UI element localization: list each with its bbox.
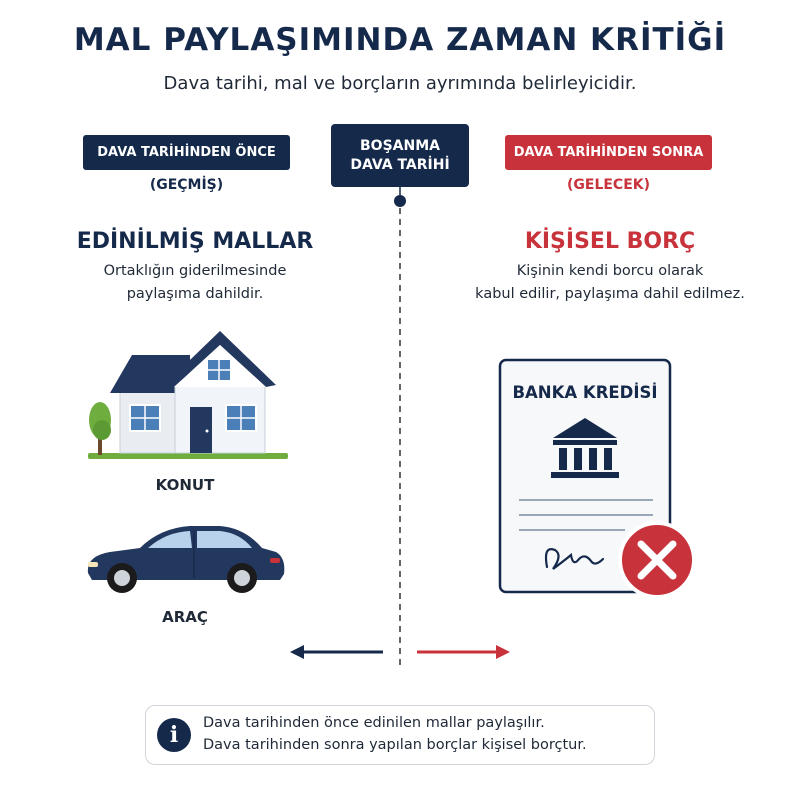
house-label: KONUT (155, 476, 215, 494)
center-label-line1: BOŞANMA (360, 137, 440, 154)
acquired-assets-desc-line2: paylaşıma dahildir. (126, 286, 264, 302)
page-title: MAL PAYLAŞIMINDA ZAMAN KRİTİĞİ (73, 22, 727, 58)
right-arrow-head (496, 645, 510, 659)
close-icon (620, 523, 694, 597)
personal-debt-heading: KİŞİSEL BORÇ (524, 229, 696, 254)
page-subtitle: Dava tarihi, mal ve borçların ayrımında belirleyicidir. (163, 73, 637, 94)
before-date-badge: DAVA TARİHİNDEN ÖNCE (83, 135, 290, 170)
acquired-assets-heading: EDİNİLMİŞ MALLAR (76, 229, 314, 254)
car-label: ARAÇ (162, 608, 208, 626)
after-date-sub: (GELECEK) (566, 177, 651, 193)
before-date-sub: (GEÇMİŞ) (149, 177, 224, 193)
personal-debt-desc-line2: kabul edilir, paylaşıma dahil edilmez. (475, 286, 745, 302)
center-label-line2: DAVA TARİHİ (350, 156, 450, 173)
house-icon (80, 325, 290, 465)
personal-debt-desc (445, 260, 775, 306)
info-note (145, 705, 655, 765)
acquired-assets-desc-line1: Ortaklığın giderilmesinde (103, 263, 287, 279)
after-date-badge: DAVA TARİHİNDEN SONRA (505, 135, 712, 170)
info-note-line2: Dava tarihinden sonra yapılan borçlar kişisel borçtur. (203, 737, 587, 753)
timeline-dot (394, 195, 406, 207)
info-icon: i (157, 718, 191, 752)
car-icon (80, 518, 290, 598)
personal-debt-desc-line1: Kişinin kendi borcu olarak (516, 263, 704, 279)
left-arrow-head (290, 645, 304, 659)
acquired-assets-desc (40, 260, 350, 306)
document-title: BANKA KREDİSİ (512, 383, 658, 402)
info-note-line1: Dava tarihinden önce edinilen mallar paylaşılır. (203, 715, 545, 731)
